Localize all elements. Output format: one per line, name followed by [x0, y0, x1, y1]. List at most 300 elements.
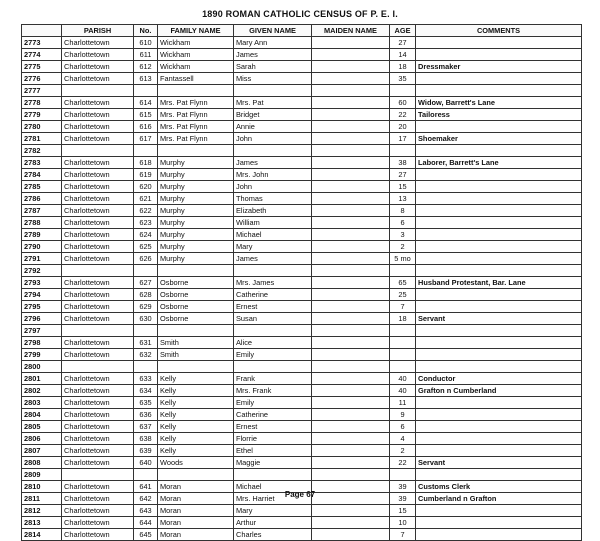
age-cell: 3	[390, 229, 416, 241]
given-name-cell: Mary	[234, 505, 312, 517]
given-name-cell	[234, 469, 312, 481]
table-row	[22, 385, 582, 397]
column-header-parish: PARISH	[62, 25, 134, 37]
table-row	[22, 325, 582, 337]
age-cell: 13	[390, 193, 416, 205]
family-name-cell: Wickham	[158, 37, 234, 49]
comments-cell	[416, 349, 582, 361]
maiden-name-cell	[312, 37, 390, 49]
comments-cell	[416, 421, 582, 433]
maiden-name-cell	[312, 205, 390, 217]
record-number: 2805	[22, 421, 62, 433]
age-cell: 60	[390, 97, 416, 109]
age-cell: 39	[390, 493, 416, 505]
record-number: 2783	[22, 157, 62, 169]
family-name-cell: Woods	[158, 457, 234, 469]
comments-cell	[416, 193, 582, 205]
age-cell: 27	[390, 169, 416, 181]
comments-cell	[416, 433, 582, 445]
family-name-cell	[158, 85, 234, 97]
comments-cell	[416, 265, 582, 277]
given-name-cell: Mrs. Frank	[234, 385, 312, 397]
family-name-cell: Smith	[158, 349, 234, 361]
parish-cell: Charlottetown	[62, 445, 134, 457]
household-number: 612	[134, 61, 158, 73]
family-name-cell: Moran	[158, 529, 234, 541]
age-cell: 27	[390, 37, 416, 49]
household-number: 638	[134, 433, 158, 445]
record-number: 2797	[22, 325, 62, 337]
record-number: 2804	[22, 409, 62, 421]
family-name-cell: Osborne	[158, 277, 234, 289]
household-number: 615	[134, 109, 158, 121]
parish-cell: Charlottetown	[62, 109, 134, 121]
parish-cell: Charlottetown	[62, 433, 134, 445]
comments-cell	[416, 301, 582, 313]
maiden-name-cell	[312, 73, 390, 85]
maiden-name-cell	[312, 277, 390, 289]
maiden-name-cell	[312, 229, 390, 241]
parish-cell: Charlottetown	[62, 169, 134, 181]
given-name-cell: James	[234, 49, 312, 61]
family-name-cell: Murphy	[158, 217, 234, 229]
household-number	[134, 85, 158, 97]
parish-cell: Charlottetown	[62, 313, 134, 325]
record-number: 2789	[22, 229, 62, 241]
maiden-name-cell	[312, 169, 390, 181]
table-row	[22, 193, 582, 205]
household-number: 637	[134, 421, 158, 433]
maiden-name-cell	[312, 157, 390, 169]
household-number	[134, 361, 158, 373]
table-row	[22, 373, 582, 385]
comments-cell	[416, 241, 582, 253]
family-name-cell: Moran	[158, 481, 234, 493]
family-name-cell: Moran	[158, 505, 234, 517]
record-number: 2795	[22, 301, 62, 313]
given-name-cell: Elizabeth	[234, 205, 312, 217]
column-header-given-name: GIVEN NAME	[234, 25, 312, 37]
given-name-cell: Emily	[234, 349, 312, 361]
family-name-cell: Murphy	[158, 205, 234, 217]
record-number: 2812	[22, 505, 62, 517]
parish-cell: Charlottetown	[62, 277, 134, 289]
given-name-cell: Susan	[234, 313, 312, 325]
household-number	[134, 469, 158, 481]
record-number: 2811	[22, 493, 62, 505]
column-header-age: AGE	[390, 25, 416, 37]
household-number	[134, 265, 158, 277]
comments-cell	[416, 217, 582, 229]
column-header-comments: COMMENTS	[416, 25, 582, 37]
given-name-cell: Charles	[234, 529, 312, 541]
family-name-cell: Mrs. Pat Flynn	[158, 121, 234, 133]
comments-cell: Tailoress	[416, 109, 582, 121]
age-cell: 15	[390, 505, 416, 517]
maiden-name-cell	[312, 337, 390, 349]
family-name-cell: Kelly	[158, 373, 234, 385]
comments-cell	[416, 361, 582, 373]
age-cell: 25	[390, 289, 416, 301]
family-name-cell: Murphy	[158, 181, 234, 193]
record-number: 2793	[22, 277, 62, 289]
record-number: 2802	[22, 385, 62, 397]
comments-cell	[416, 49, 582, 61]
family-name-cell: Kelly	[158, 385, 234, 397]
maiden-name-cell	[312, 133, 390, 145]
comments-cell	[416, 73, 582, 85]
parish-cell: Charlottetown	[62, 37, 134, 49]
maiden-name-cell	[312, 85, 390, 97]
given-name-cell: Catherine	[234, 409, 312, 421]
given-name-cell	[234, 85, 312, 97]
family-name-cell: Murphy	[158, 229, 234, 241]
given-name-cell: Sarah	[234, 61, 312, 73]
comments-cell	[416, 445, 582, 457]
maiden-name-cell	[312, 529, 390, 541]
given-name-cell: Michael	[234, 481, 312, 493]
comments-cell	[416, 37, 582, 49]
table-row	[22, 85, 582, 97]
age-cell: 17	[390, 133, 416, 145]
given-name-cell: Alice	[234, 337, 312, 349]
comments-cell	[416, 85, 582, 97]
household-number: 618	[134, 157, 158, 169]
comments-cell	[416, 253, 582, 265]
parish-cell: Charlottetown	[62, 289, 134, 301]
maiden-name-cell	[312, 61, 390, 73]
maiden-name-cell	[312, 325, 390, 337]
census-body	[22, 37, 582, 541]
table-row	[22, 109, 582, 121]
maiden-name-cell	[312, 109, 390, 121]
comments-cell: Widow, Barrett's Lane	[416, 97, 582, 109]
table-row	[22, 529, 582, 541]
family-name-cell: Mrs. Pat Flynn	[158, 109, 234, 121]
parish-cell: Charlottetown	[62, 373, 134, 385]
comments-cell: Laborer, Barrett's Lane	[416, 157, 582, 169]
maiden-name-cell	[312, 181, 390, 193]
record-number: 2799	[22, 349, 62, 361]
record-number: 2813	[22, 517, 62, 529]
table-row	[22, 73, 582, 85]
household-number: 619	[134, 169, 158, 181]
age-cell: 6	[390, 217, 416, 229]
maiden-name-cell	[312, 361, 390, 373]
column-header-index	[22, 25, 62, 37]
given-name-cell: William	[234, 217, 312, 229]
given-name-cell: John	[234, 133, 312, 145]
comments-cell	[416, 409, 582, 421]
maiden-name-cell	[312, 241, 390, 253]
table-row	[22, 433, 582, 445]
parish-cell: Charlottetown	[62, 517, 134, 529]
parish-cell: Charlottetown	[62, 457, 134, 469]
maiden-name-cell	[312, 349, 390, 361]
table-row	[22, 421, 582, 433]
household-number: 639	[134, 445, 158, 457]
household-number: 611	[134, 49, 158, 61]
given-name-cell	[234, 325, 312, 337]
family-name-cell: Kelly	[158, 421, 234, 433]
table-row	[22, 517, 582, 529]
given-name-cell	[234, 265, 312, 277]
age-cell: 8	[390, 205, 416, 217]
household-number: 610	[134, 37, 158, 49]
comments-cell: Husband Protestant, Bar. Lane	[416, 277, 582, 289]
record-number: 2786	[22, 193, 62, 205]
parish-cell: Charlottetown	[62, 493, 134, 505]
parish-cell: Charlottetown	[62, 61, 134, 73]
household-number: 617	[134, 133, 158, 145]
household-number: 625	[134, 241, 158, 253]
household-number: 641	[134, 481, 158, 493]
record-number: 2776	[22, 73, 62, 85]
age-cell: 7	[390, 301, 416, 313]
record-number: 2801	[22, 373, 62, 385]
comments-cell: Conductor	[416, 373, 582, 385]
record-number: 2774	[22, 49, 62, 61]
age-cell: 2	[390, 445, 416, 457]
record-number: 2780	[22, 121, 62, 133]
table-row	[22, 253, 582, 265]
table-row	[22, 277, 582, 289]
table-row	[22, 49, 582, 61]
household-number: 628	[134, 289, 158, 301]
age-cell: 65	[390, 277, 416, 289]
table-row	[22, 469, 582, 481]
family-name-cell: Fantassell	[158, 73, 234, 85]
parish-cell: Charlottetown	[62, 157, 134, 169]
household-number: 645	[134, 529, 158, 541]
given-name-cell: James	[234, 253, 312, 265]
age-cell: 22	[390, 457, 416, 469]
parish-cell: Charlottetown	[62, 133, 134, 145]
maiden-name-cell	[312, 49, 390, 61]
parish-cell: Charlottetown	[62, 73, 134, 85]
household-number: 616	[134, 121, 158, 133]
parish-cell: Charlottetown	[62, 481, 134, 493]
family-name-cell: Murphy	[158, 253, 234, 265]
record-number: 2798	[22, 337, 62, 349]
table-row	[22, 37, 582, 49]
parish-cell: Charlottetown	[62, 121, 134, 133]
parish-cell: Charlottetown	[62, 301, 134, 313]
comments-cell	[416, 505, 582, 517]
household-number: 621	[134, 193, 158, 205]
age-cell: 20	[390, 121, 416, 133]
given-name-cell: Ernest	[234, 421, 312, 433]
household-number: 640	[134, 457, 158, 469]
parish-cell: Charlottetown	[62, 505, 134, 517]
parish-cell	[62, 265, 134, 277]
family-name-cell: Wickham	[158, 49, 234, 61]
given-name-cell: Bridget	[234, 109, 312, 121]
given-name-cell: Arthur	[234, 517, 312, 529]
age-cell: 40	[390, 385, 416, 397]
family-name-cell: Kelly	[158, 397, 234, 409]
page-number: Page 67	[284, 490, 316, 499]
age-cell: 5 mo	[390, 253, 416, 265]
record-number: 2777	[22, 85, 62, 97]
maiden-name-cell	[312, 301, 390, 313]
maiden-name-cell	[312, 289, 390, 301]
maiden-name-cell	[312, 313, 390, 325]
record-number: 2809	[22, 469, 62, 481]
maiden-name-cell	[312, 373, 390, 385]
comments-cell	[416, 145, 582, 157]
comments-cell: Cumberland n Grafton	[416, 493, 582, 505]
parish-cell: Charlottetown	[62, 253, 134, 265]
household-number: 622	[134, 205, 158, 217]
given-name-cell: Frank	[234, 373, 312, 385]
record-number: 2814	[22, 529, 62, 541]
parish-cell	[62, 85, 134, 97]
record-number: 2790	[22, 241, 62, 253]
parish-cell: Charlottetown	[62, 181, 134, 193]
age-cell	[390, 337, 416, 349]
maiden-name-cell	[312, 421, 390, 433]
household-number: 624	[134, 229, 158, 241]
header-row	[22, 25, 582, 37]
comments-cell: Servant	[416, 313, 582, 325]
table-row	[22, 157, 582, 169]
household-number: 643	[134, 505, 158, 517]
maiden-name-cell	[312, 397, 390, 409]
parish-cell: Charlottetown	[62, 49, 134, 61]
given-name-cell: Michael	[234, 229, 312, 241]
column-header-maiden-name: MAIDEN NAME	[312, 25, 390, 37]
comments-cell	[416, 169, 582, 181]
record-number: 2806	[22, 433, 62, 445]
household-number: 614	[134, 97, 158, 109]
household-number: 634	[134, 385, 158, 397]
maiden-name-cell	[312, 217, 390, 229]
given-name-cell: Mrs. James	[234, 277, 312, 289]
given-name-cell: Thomas	[234, 193, 312, 205]
comments-cell	[416, 205, 582, 217]
parish-cell	[62, 361, 134, 373]
given-name-cell	[234, 361, 312, 373]
household-number: 644	[134, 517, 158, 529]
table-row	[22, 229, 582, 241]
family-name-cell: Moran	[158, 517, 234, 529]
maiden-name-cell	[312, 145, 390, 157]
age-cell	[390, 325, 416, 337]
page-title: 1890 ROMAN CATHOLIC CENSUS OF P. E. I.	[202, 9, 398, 19]
table-row	[22, 181, 582, 193]
family-name-cell: Kelly	[158, 433, 234, 445]
table-row	[22, 289, 582, 301]
table-row	[22, 337, 582, 349]
family-name-cell	[158, 145, 234, 157]
parish-cell	[62, 469, 134, 481]
comments-cell	[416, 469, 582, 481]
parish-cell: Charlottetown	[62, 217, 134, 229]
record-number: 2782	[22, 145, 62, 157]
household-number: 631	[134, 337, 158, 349]
comments-cell	[416, 229, 582, 241]
table-row	[22, 169, 582, 181]
given-name-cell: Mary	[234, 241, 312, 253]
age-cell	[390, 349, 416, 361]
table-row	[22, 133, 582, 145]
family-name-cell: Kelly	[158, 445, 234, 457]
table-row	[22, 217, 582, 229]
age-cell: 18	[390, 313, 416, 325]
table-row	[22, 241, 582, 253]
age-cell: 6	[390, 421, 416, 433]
given-name-cell: Mrs. John	[234, 169, 312, 181]
parish-cell: Charlottetown	[62, 409, 134, 421]
age-cell: 10	[390, 517, 416, 529]
household-number: 642	[134, 493, 158, 505]
family-name-cell: Wickham	[158, 61, 234, 73]
maiden-name-cell	[312, 253, 390, 265]
comments-cell	[416, 337, 582, 349]
family-name-cell	[158, 361, 234, 373]
age-cell	[390, 265, 416, 277]
parish-cell	[62, 325, 134, 337]
table-row	[22, 97, 582, 109]
record-number: 2792	[22, 265, 62, 277]
record-number: 2784	[22, 169, 62, 181]
parish-cell: Charlottetown	[62, 385, 134, 397]
maiden-name-cell	[312, 445, 390, 457]
comments-cell	[416, 517, 582, 529]
given-name-cell: Mrs. Harriet	[234, 493, 312, 505]
given-name-cell: Miss	[234, 73, 312, 85]
record-number: 2781	[22, 133, 62, 145]
family-name-cell: Mrs. Pat Flynn	[158, 133, 234, 145]
age-cell	[390, 85, 416, 97]
maiden-name-cell	[312, 385, 390, 397]
column-header-family-name: FAMILY NAME	[158, 25, 234, 37]
given-name-cell: Mrs. Pat	[234, 97, 312, 109]
census-table	[21, 24, 582, 541]
age-cell: 18	[390, 61, 416, 73]
age-cell: 2	[390, 241, 416, 253]
household-number: 620	[134, 181, 158, 193]
family-name-cell: Murphy	[158, 241, 234, 253]
given-name-cell: Maggie	[234, 457, 312, 469]
family-name-cell: Moran	[158, 493, 234, 505]
record-number: 2794	[22, 289, 62, 301]
given-name-cell: Mary Ann	[234, 37, 312, 49]
family-name-cell	[158, 265, 234, 277]
given-name-cell: James	[234, 157, 312, 169]
age-cell: 39	[390, 481, 416, 493]
age-cell: 4	[390, 433, 416, 445]
record-number: 2807	[22, 445, 62, 457]
family-name-cell: Osborne	[158, 313, 234, 325]
maiden-name-cell	[312, 517, 390, 529]
age-cell: 7	[390, 529, 416, 541]
maiden-name-cell	[312, 97, 390, 109]
comments-cell: Dressmaker	[416, 61, 582, 73]
age-cell: 38	[390, 157, 416, 169]
comments-cell	[416, 181, 582, 193]
parish-cell: Charlottetown	[62, 421, 134, 433]
comments-cell: Shoemaker	[416, 133, 582, 145]
family-name-cell	[158, 325, 234, 337]
age-cell: 22	[390, 109, 416, 121]
table-row	[22, 265, 582, 277]
record-number: 2788	[22, 217, 62, 229]
table-row	[22, 349, 582, 361]
age-cell	[390, 145, 416, 157]
given-name-cell: Emily	[234, 397, 312, 409]
